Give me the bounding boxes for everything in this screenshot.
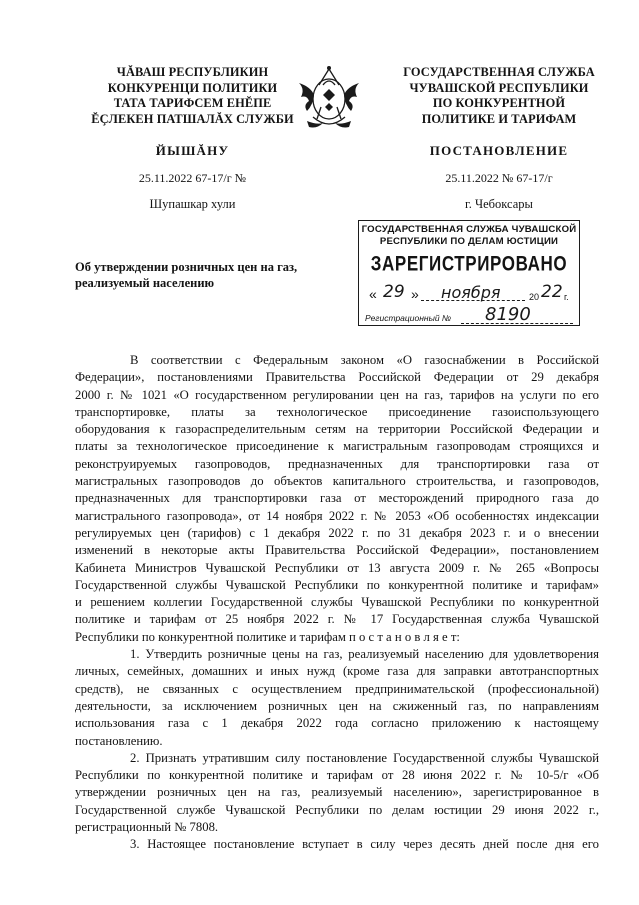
city-russian: г. Чебоксары xyxy=(465,197,533,211)
header-left-line: КОНКУРЕНЦИ ПОЛИТИКИ xyxy=(107,80,278,95)
body-line: регистрационный № 7808. xyxy=(75,820,219,835)
stamp-org-line: ГОСУДАРСТВЕННАЯ СЛУЖБА ЧУВАШСКОЙ xyxy=(361,224,577,235)
stamp-year: 22 xyxy=(541,282,563,302)
body-line: магистрального газопровода», от 14 ноября 2022 г. № 2053 «Об особенностях индексации xyxy=(75,508,599,523)
body-line: использования газа с 1 декабря 2022 года согласно приложению к настоящему xyxy=(75,716,599,731)
body-line: Кабинета Министров Чувашской Республики от 13 августа 2009 г. № 265 «Вопросы xyxy=(75,560,599,575)
stamp-org-line: РЕСПУБЛИКИ ПО ДЕЛАМ ЮСТИЦИИ xyxy=(379,235,559,247)
stamp-year-prefix: 20 xyxy=(529,292,540,302)
stamp-open-quote: « xyxy=(369,286,377,302)
body-line: утверждении розничных цен на газ, реализуемый населению», зарегистрированное в xyxy=(75,785,599,800)
doctype-russian: ПОСТАНОВЛЕНИЕ xyxy=(429,143,569,158)
stamp-month-underline xyxy=(421,300,525,301)
header-left-org xyxy=(75,65,310,127)
body-line: политике и тарифам от 25 ноября 2022 г. № 17 Государственная служба Чувашской xyxy=(75,612,599,627)
body-line: деятельности, за исключением розничных цен на сжиженный газ, по направлениям xyxy=(75,698,599,713)
item-1-paragraph xyxy=(75,646,599,750)
stamp-day: 29 xyxy=(383,282,405,302)
stamp-reg-label: Регистрационный № xyxy=(365,313,452,323)
date-number-chuvash: 25.11.2022 67-17/г № xyxy=(138,171,247,185)
body-line: 1. Утвердить розничные цены на газ, реализуемый населению для удовлетворения xyxy=(130,647,599,662)
body-line: магистральных газопроводов до объектов капитального строительства, и газопроводов, xyxy=(75,474,599,489)
stamp-registered-label: ЗАРЕГИСТРИРОВАНО xyxy=(370,251,568,276)
stamp-reg-number: 8190 xyxy=(485,304,531,325)
preamble-paragraph xyxy=(75,352,599,646)
body-line: 2. Признать утратившим силу постановление Государственной службы Чувашской xyxy=(130,750,599,765)
header-right-line: ПОЛИТИКЕ И ТАРИФАМ xyxy=(421,111,577,126)
item-3-paragraph xyxy=(75,836,599,853)
body-line: Республики по конкурентной политике и тарифам п о с т а н о в л я е т: xyxy=(75,629,460,644)
city-chuvash: Шупашкар хули xyxy=(149,197,236,211)
stamp-organization xyxy=(359,224,579,248)
body-line: Государственной службы Чувашской Республики по конкурентной политике и тарифам» xyxy=(75,577,599,592)
stamp-year-suffix: г. xyxy=(564,292,569,302)
header-left-line: ĔҪЛЕКЕН ПАТШАЛĂХ СЛУЖБИ xyxy=(91,111,294,126)
body-line: регулируемых цен (тарифов) с 1 декабря 2022 г. по 31 декабря 2023 г. и о внесении xyxy=(75,525,599,540)
body-line: и решением коллегии Государственной службы Чувашской Республики по конкурентной xyxy=(75,595,599,610)
stamp-number-underline xyxy=(461,323,573,324)
body-line: реконструируемых газопроводов, предназначенных для транспортировки газа от xyxy=(75,456,599,471)
date-number-russian: 25.11.2022 № 67-17/г xyxy=(445,171,553,185)
header-right-line: ГОСУДАРСТВЕННАЯ СЛУЖБА xyxy=(403,65,595,79)
body-line: Федерации», постановлениями Правительства Российской Федерации от 29 декабря xyxy=(75,370,599,385)
header-left-line: ТАТА ТАРИФСЕМ ЕНĔПЕ xyxy=(113,96,272,111)
chuvash-emblem-icon xyxy=(287,55,371,139)
body-line: предназначенных для транспортировки газа от месторождений природного газа до xyxy=(75,491,599,506)
body-line: 3. Настоящее постановление вступает в силу через десять дней после дня его xyxy=(130,837,599,852)
title-line: реализуемый населению xyxy=(75,276,215,290)
stamp-number-line xyxy=(365,304,573,325)
registration-stamp xyxy=(358,220,580,326)
body-line: В соответствии с Федеральным законом «О газоснабжении в Российской xyxy=(130,353,599,367)
stamp-date-line xyxy=(369,284,573,304)
body-line: постановлению. xyxy=(75,733,163,748)
title-line: Об утверждении розничных цен на газ, xyxy=(75,260,298,274)
body-line: 2000 г. № 1021 «О государственном регулировании цен на газ, тарифов на услуги по его xyxy=(75,387,599,402)
body-line: средств), не связанных с осуществлением предпринимательской (профессиональной) xyxy=(75,681,599,696)
document-title xyxy=(75,259,355,291)
doctype-chuvash: ЙЫШĂНУ xyxy=(155,143,230,158)
body-line: Государственной службе Чувашской Республики по делам юстиции 29 июня 2022 г., xyxy=(75,802,599,817)
header-right-line: ЧУВАШСКОЙ РЕСПУБЛИКИ xyxy=(409,80,589,95)
header-right-org xyxy=(383,65,615,127)
body-line: Республики по конкурентной политике и тарифам от 28 июня 2022 г. № 10-5/г «Об xyxy=(75,768,599,783)
document-body xyxy=(75,352,599,854)
stamp-month: ноября xyxy=(441,283,501,302)
header-right-line: ПО КОНКУРЕНТНОЙ xyxy=(432,96,566,111)
body-line: транспортировке, платы за технологическое присоединение газоиспользующего xyxy=(75,404,599,419)
header-left-line: ЧĂВАШ РЕСПУБЛИКИН xyxy=(116,65,269,79)
stamp-close-quote: » xyxy=(411,286,419,302)
body-line: личных, семейных, домашних и иных нужд (кроме газа для заправки автотранспортных xyxy=(75,664,599,679)
body-line: изменений в некоторые акты Правительства Российской Федерации», постановлением xyxy=(75,543,599,558)
body-line: платы за технологическое присоединение к магистральным газопроводам строящихся и xyxy=(75,439,599,454)
item-2-paragraph xyxy=(75,750,599,836)
body-line: оборудования к газораспределительным сетям на территории Российской Федерации и xyxy=(75,422,599,437)
